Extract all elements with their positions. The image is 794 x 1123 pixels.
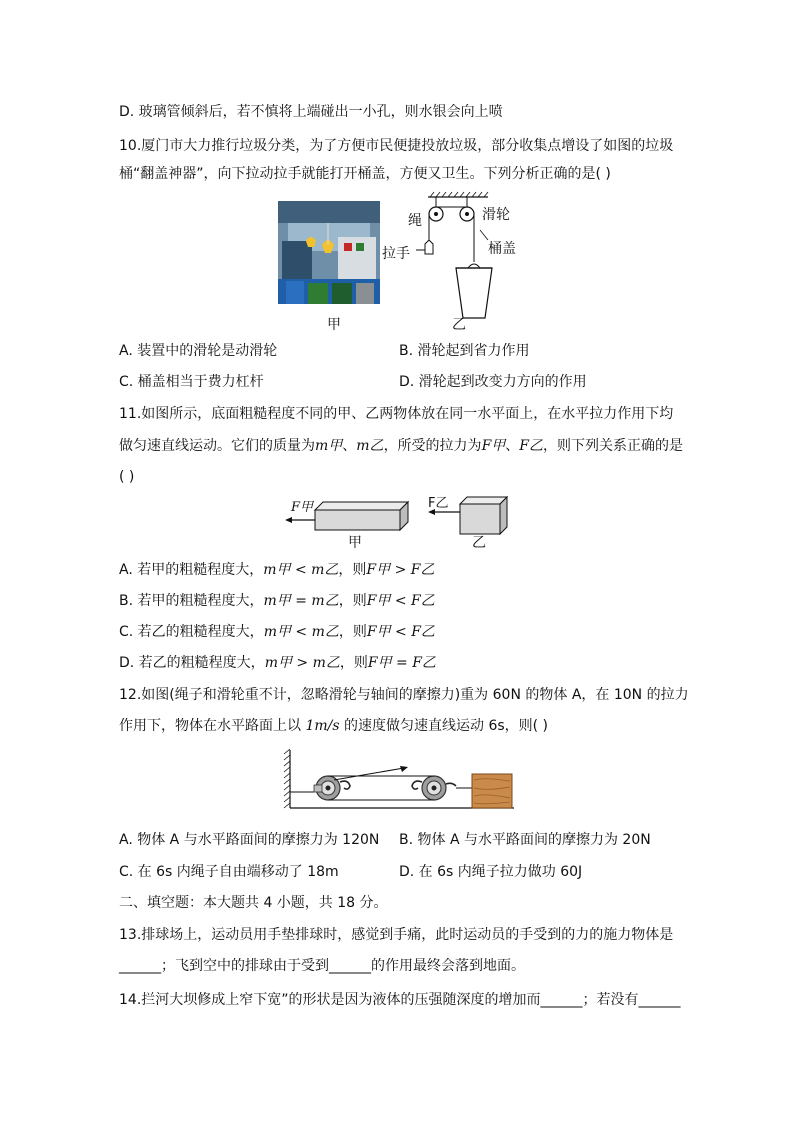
q10-label-rope: 绳 [408,213,422,229]
q10-photo-jia [278,201,380,304]
q11-option-c: C. 若乙的粗糙程度大，m甲 < m乙，则F甲 < F乙 [119,624,435,640]
q11-diagram [285,490,525,550]
q12-stem-1: 12.如图(绳子和滑轮重不计，忽略滑轮与轴间的摩擦力)重为 60N 的物体 A，在 10N 的拉力 [119,687,689,703]
q11-fig-yi: 乙 [472,535,486,551]
q10-label-lid: 桶盖 [488,241,516,257]
q11-option-b: B. 若甲的粗糙程度大，m甲 = m乙，则F甲 < F乙 [119,593,435,609]
q10-caption-jia: 甲 [327,317,341,333]
q12-option-c: C. 在 6s 内绳子自由端移动了 18m [119,864,339,880]
q11-option-d: D. 若乙的粗糙程度大，m甲 > m乙，则F甲 = F乙 [119,655,436,671]
q11-stem-2: 做匀速直线运动。它们的质量为m甲、m乙，所受的拉力为F甲、F乙，则下列关系正确的是 [119,438,683,454]
q11-stem-3: ( ) [119,469,135,485]
q11-fig-f-yi: F乙 [428,496,449,511]
q10-option-a: A. 装置中的滑轮是动滑轮 [119,343,278,359]
q13-stem-2: ______；飞到空中的排球由于受到______的作用最终会落到地面。 [119,958,525,974]
section-title-fill-in: 二、填空题：本大题共 4 小题，共 18 分。 [119,895,388,911]
q11-fig-f-jia: F甲 [291,500,314,515]
q12-option-a: A. 物体 A 与水平路面间的摩擦力为 120N [119,832,380,848]
q10-option-c: C. 桶盖相当于费力杠杆 [119,374,264,390]
q10-label-handle: 拉手 [382,246,410,262]
q10-option-b: B. 滑轮起到省力作用 [399,343,530,359]
q12-option-b: B. 物体 A 与水平路面间的摩擦力为 20N [399,832,651,848]
q11-fig-jia: 甲 [348,535,362,551]
q12-stem-2: 作用下，物体在水平路面上以 1m/s 的速度做匀速直线运动 6s，则( ) [119,718,549,734]
q10-option-d: D. 滑轮起到改变力方向的作用 [399,374,587,390]
q11-stem-1: 11.如图所示，底面粗糙程度不同的甲、乙两物体放在同一水平面上，在水平拉力作用下均 [119,406,674,422]
q10-stem-2: 桶“翻盖神器”，向下拉动拉手就能打开桶盖，方便又卫生。下列分析正确的是( ) [119,166,611,182]
q10-stem-1: 10.厦门市大力推行垃圾分类，为了方便市民便捷投放垃圾，部分收集点增设了如图的垃圾 [119,138,674,154]
q13-stem-1: 13.排球场上，运动员用手垫排球时，感觉到手痛，此时运动员的手受到的力的施力物体是 [119,927,674,943]
q14-stem-1: 14.拦河大坝修成上窄下宽”的形状是因为液体的压强随深度的增加而______；若没有______ [119,992,681,1008]
q12-option-d: D. 在 6s 内绳子拉力做功 60J [399,864,583,880]
q10-caption-yi: 乙 [452,317,466,333]
q12-pulley-diagram [282,748,522,816]
q10-label-pulley: 滑轮 [482,207,510,223]
q11-option-a: A. 若甲的粗糙程度大，m甲 < m乙，则F甲 > F乙 [119,562,435,578]
q9-option-d: D. 玻璃管倾斜后，若不慎将上端碰出一小孔，则水银会向上喷 [119,104,503,120]
